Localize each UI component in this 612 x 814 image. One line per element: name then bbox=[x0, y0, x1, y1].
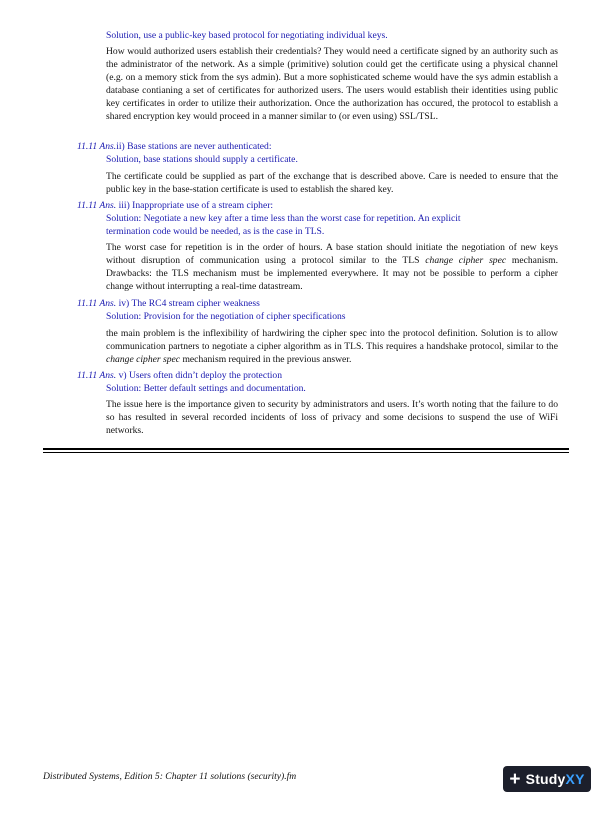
answer-iv-solution: Solution: Provision for the negotiation of cipher specifications bbox=[106, 311, 346, 322]
answer-iv-body bbox=[106, 327, 558, 366]
answer-prefix: 11.11 Ans. bbox=[77, 141, 117, 152]
answer-ii-solution: Solution, base stations should supply a certificate. bbox=[106, 154, 298, 165]
answer-v-heading bbox=[77, 369, 282, 382]
answer-ii-body: The certificate could be supplied as part of the exchange that is described above. Care is needed to ensure that the public key in the base-station certificate is used to establish the shared key. bbox=[106, 171, 558, 195]
plus-icon: + bbox=[509, 768, 521, 790]
answer-prefix: 11.11 Ans. bbox=[77, 200, 117, 211]
studyxy-logo bbox=[503, 766, 591, 792]
body-text: mechanism required in the previous answer. bbox=[180, 354, 352, 365]
logo-xy: XY bbox=[565, 771, 585, 787]
answer-iii-solution-line-2: termination code would be needed, as is the case in TLS. bbox=[106, 226, 325, 237]
body-text: mechanism. Drawbacks: the TLS mechanism must be implemented everywhere. It may not be possible to perform a cipher change without interrupting a real-time datastream. bbox=[106, 255, 559, 292]
answer-iii-heading bbox=[77, 199, 273, 212]
term-change-cipher-spec: change cipher spec bbox=[106, 354, 181, 365]
logo-study: Study bbox=[525, 771, 566, 787]
answer-heading: iii) Inappropriate use of a stream cipher: bbox=[116, 200, 274, 211]
body-text: the main problem is the inflexibility of hardwiring the cipher spec into the protocol definition. Solution is to allow communication partners to negotiate a cipher algorithm as in TLS. This requires a handshake protocol, similar to the bbox=[106, 328, 558, 352]
answer-v-body: The issue here is the importance given to security by administrators and users. It’s worth noting that the failure to do so has resulted in several recorded incidents of loss of privacy and some decisions to suspend the use of WiFi networks. bbox=[106, 399, 558, 436]
answer-heading: v) Users often didn’t deploy the protection bbox=[116, 370, 282, 381]
divider-top bbox=[43, 448, 569, 450]
answer-heading: iv) The RC4 stream cipher weakness bbox=[116, 298, 260, 309]
term-change-cipher-spec: change cipher spec bbox=[425, 255, 507, 266]
answer-iii-body bbox=[106, 241, 558, 293]
answer-prefix: 11.11 Ans. bbox=[77, 298, 117, 309]
intro-solution: Solution, use a public-key based protocol for negotiating individual keys. bbox=[106, 30, 388, 41]
answer-v-solution: Solution: Better default settings and documentation. bbox=[106, 383, 306, 394]
answer-heading: ii) Base stations are never authenticated: bbox=[116, 141, 272, 152]
answer-iv-heading bbox=[77, 297, 260, 310]
answer-prefix: 11.11 Ans. bbox=[77, 370, 117, 381]
footer-text: Distributed Systems, Edition 5: Chapter 11 solutions (security).fm bbox=[43, 771, 297, 782]
intro-paragraph: How would authorized users establish their credentials? They would need a certificate signed by an authority such as the administrator of the network. As a simple (primitive) solution could get the certificate using a physical channel (e.g. on a memory stick from the sys admin). But a more sophisticated scheme would have the sys admin establish a database contianing a set of certificates for authorized users. The users would establish their identities using public key certificates in order to utilize their authorization. Once the authorization has occured, the protocol to establish a shared encryption key would proceed in a manner similar to (or even using) SSL/TSL. bbox=[106, 46, 558, 122]
body-text: The worst case for repetition is in the order of hours. A base station should initiate the negotiation of new keys without disruption of communication using a protocol similar to the TLS bbox=[106, 242, 558, 266]
answer-iii-solution-line-1: Solution: Negotiate a new key after a time less than the worst case for repetition. An explicit bbox=[106, 213, 461, 224]
answer-ii-heading bbox=[77, 140, 272, 153]
divider-bottom bbox=[43, 452, 569, 453]
